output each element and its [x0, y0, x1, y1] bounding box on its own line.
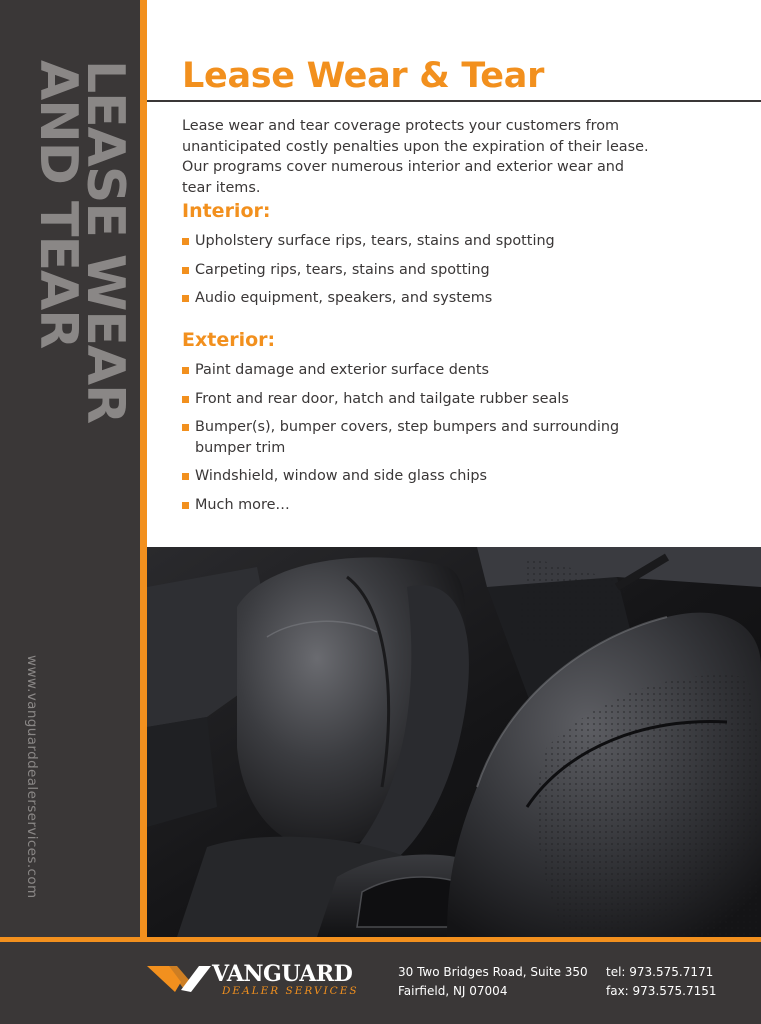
- square-bullet-icon: [182, 424, 189, 431]
- address-line1: 30 Two Bridges Road, Suite 350: [398, 965, 588, 979]
- list-item: [182, 466, 622, 487]
- square-bullet-icon: [182, 367, 189, 374]
- list-item: [182, 260, 622, 281]
- list-item: [182, 288, 622, 309]
- address: [398, 963, 588, 1001]
- sidebar-title-line2: AND TEAR: [28, 60, 88, 349]
- exterior-heading: Exterior:: [182, 329, 276, 351]
- address-line2: Fairfield, NJ 07004: [398, 984, 508, 998]
- list-item: [182, 360, 622, 381]
- square-bullet-icon: [182, 502, 189, 509]
- website-url[interactable]: www.vanguarddealerservices.com: [24, 655, 40, 899]
- vanguard-logo-icon: [147, 966, 211, 992]
- list-item: [182, 389, 622, 410]
- list-item: [182, 231, 622, 252]
- list-item-text: Bumper(s), bumper covers, step bumpers and surrounding bumper trim: [195, 419, 620, 456]
- square-bullet-icon: [182, 267, 189, 274]
- contact-numbers: [606, 963, 717, 1001]
- list-item: [182, 495, 622, 516]
- sidebar-accent-stripe: [140, 0, 147, 937]
- interior-heading: Interior:: [182, 200, 271, 222]
- list-item-text: Carpeting rips, tears, stains and spotting: [195, 261, 490, 278]
- list-item: [182, 417, 622, 458]
- list-item-text: Paint damage and exterior surface dents: [195, 362, 490, 378]
- title-divider: [147, 100, 761, 102]
- list-item-text: Audio equipment, speakers, and systems: [195, 290, 493, 306]
- interior-list: [182, 231, 622, 317]
- list-item-text: Windshield, window and side glass chips: [195, 468, 487, 484]
- logo-name: VANGUARD: [212, 961, 353, 987]
- car-seats-photo: [147, 547, 761, 937]
- square-bullet-icon: [182, 396, 189, 403]
- square-bullet-icon: [182, 238, 189, 245]
- telephone[interactable]: tel: 973.575.7171: [606, 965, 714, 979]
- page-title: Lease Wear & Tear: [182, 56, 545, 96]
- intro-paragraph: Lease wear and tear coverage protects your customers from unanticipated costly penalties upon the expiration of their lease. Our programs cover numerous interior and exterior wear and tear items.: [182, 118, 649, 196]
- logo-subtitle: DEALER SERVICES: [222, 985, 359, 997]
- exterior-list: [182, 360, 622, 523]
- list-item-text: Front and rear door, hatch and tailgate rubber seals: [195, 390, 569, 407]
- square-bullet-icon: [182, 295, 189, 302]
- list-item-text: Upholstery surface rips, tears, stains and spotting: [195, 233, 555, 249]
- fax: fax: 973.575.7151: [606, 984, 717, 998]
- list-item-text: Much more…: [195, 496, 290, 513]
- square-bullet-icon: [182, 473, 189, 480]
- sidebar-title-line1: LEASE WEAR: [75, 60, 135, 424]
- sidebar-title: [28, 60, 135, 424]
